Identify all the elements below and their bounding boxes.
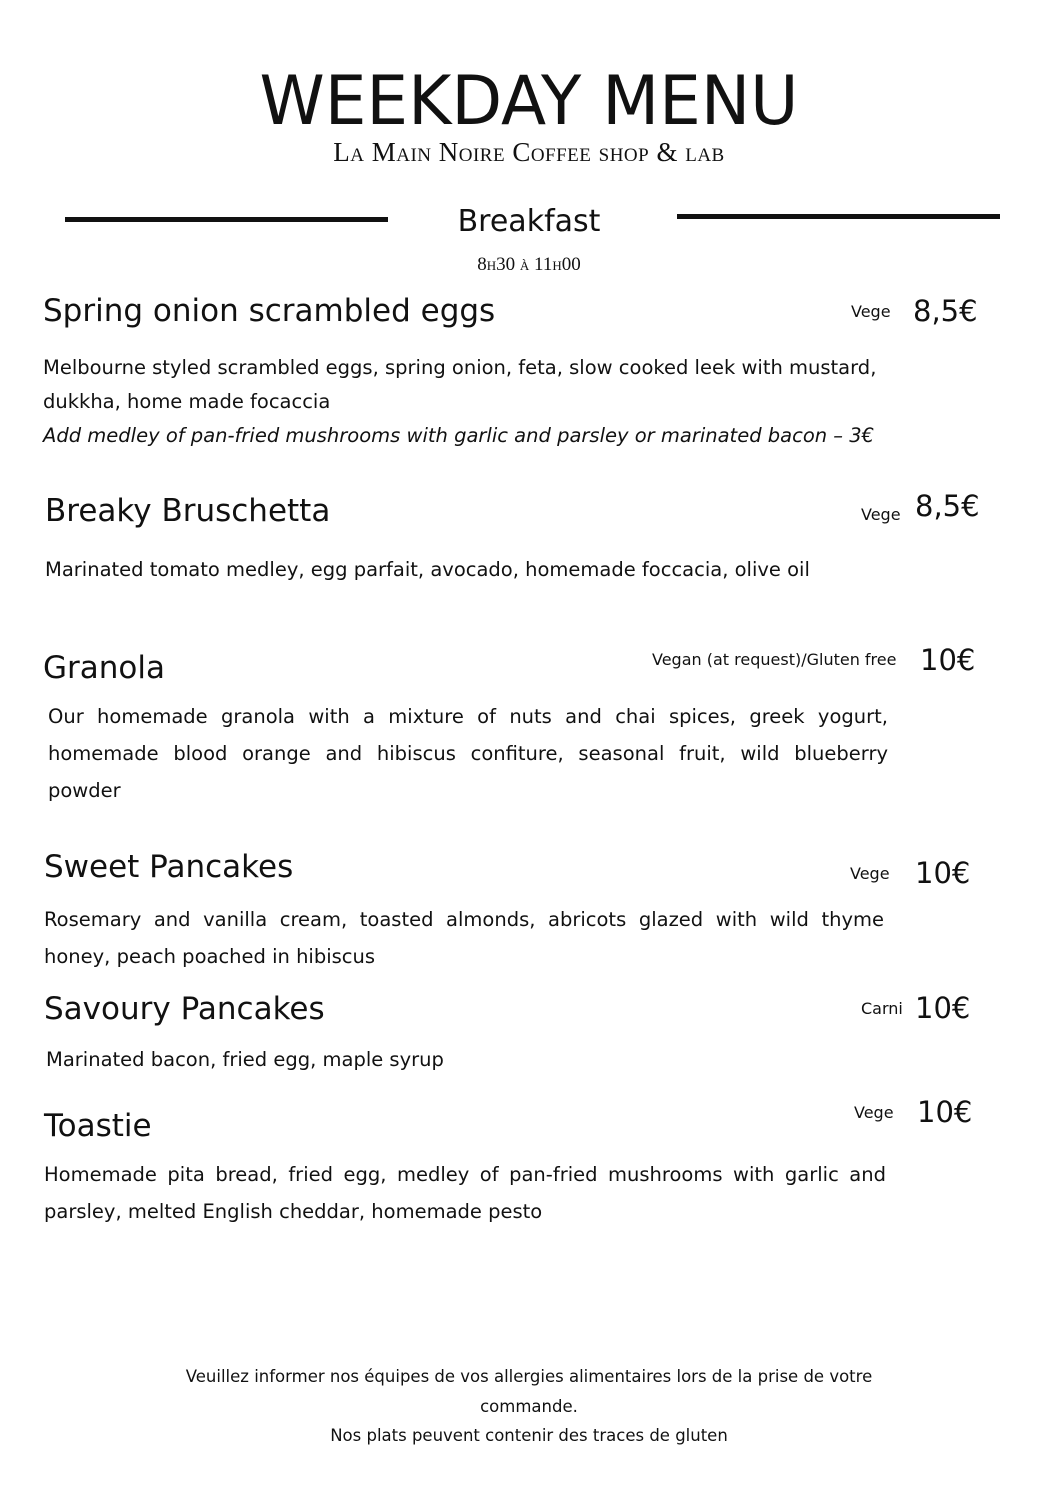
shop-subtitle: La Main Noire Coffee shop & lab	[333, 137, 725, 167]
item-name: Granola	[43, 650, 165, 686]
item-description: Our homemade granola with a mixture of nuts and chai spices, greek yogurt, homemade blood orange and hibiscus confiture, seasonal fruit, wild blueberry powder	[48, 705, 888, 802]
item-description: Melbourne styled scrambled eggs, spring onion, feta, slow cooked leek with mustard, dukkha, home made focaccia	[43, 356, 877, 413]
item-price: 10€	[917, 1095, 973, 1129]
item-price: 8,5€	[915, 489, 980, 523]
section-title: Breakfast	[457, 204, 601, 239]
item-price: 8,5€	[913, 294, 978, 328]
gluten-notice: Nos plats peuvent contenir des traces de gluten	[330, 1426, 728, 1445]
section-hours: 8h30 à 11h00	[477, 254, 581, 275]
allergy-notice: Veuillez informer nos équipes de vos allergies alimentaires lors de la prise de votre commande.	[185, 1367, 873, 1416]
item-price: 10€	[920, 643, 976, 677]
item-name: Savoury Pancakes	[44, 991, 325, 1027]
item-description: Rosemary and vanilla cream, toasted almonds, abricots glazed with wild thyme honey, peach poached in hibiscus	[44, 908, 884, 968]
item-price: 10€	[915, 856, 971, 890]
item-name: Sweet Pancakes	[44, 849, 294, 885]
item-tag: Carni	[861, 999, 903, 1018]
item-tag: Vege	[861, 505, 901, 524]
item-add-on: Add medley of pan-fried mushrooms with garlic and parsley or marinated bacon – 3€	[43, 424, 875, 447]
item-tag: Vege	[854, 1103, 894, 1122]
item-name: Spring onion scrambled eggs	[43, 293, 496, 329]
item-name: Toastie	[44, 1108, 152, 1144]
item-description: Homemade pita bread, fried egg, medley of pan-fried mushrooms with garlic and parsley, melted English cheddar, homemade pesto	[44, 1163, 886, 1223]
item-tag: Vege	[851, 302, 891, 321]
item-description: Marinated bacon, fried egg, maple syrup	[46, 1048, 444, 1071]
menu-title: WEEKDAY MENU	[259, 62, 799, 141]
item-price: 10€	[915, 991, 971, 1025]
item-description: Marinated tomato medley, egg parfait, avocado, homemade foccacia, olive oil	[45, 558, 810, 581]
item-tag: Vege	[850, 864, 890, 883]
item-name: Breaky Bruschetta	[45, 493, 331, 529]
item-tag: Vegan (at request)/Gluten free	[652, 650, 897, 669]
